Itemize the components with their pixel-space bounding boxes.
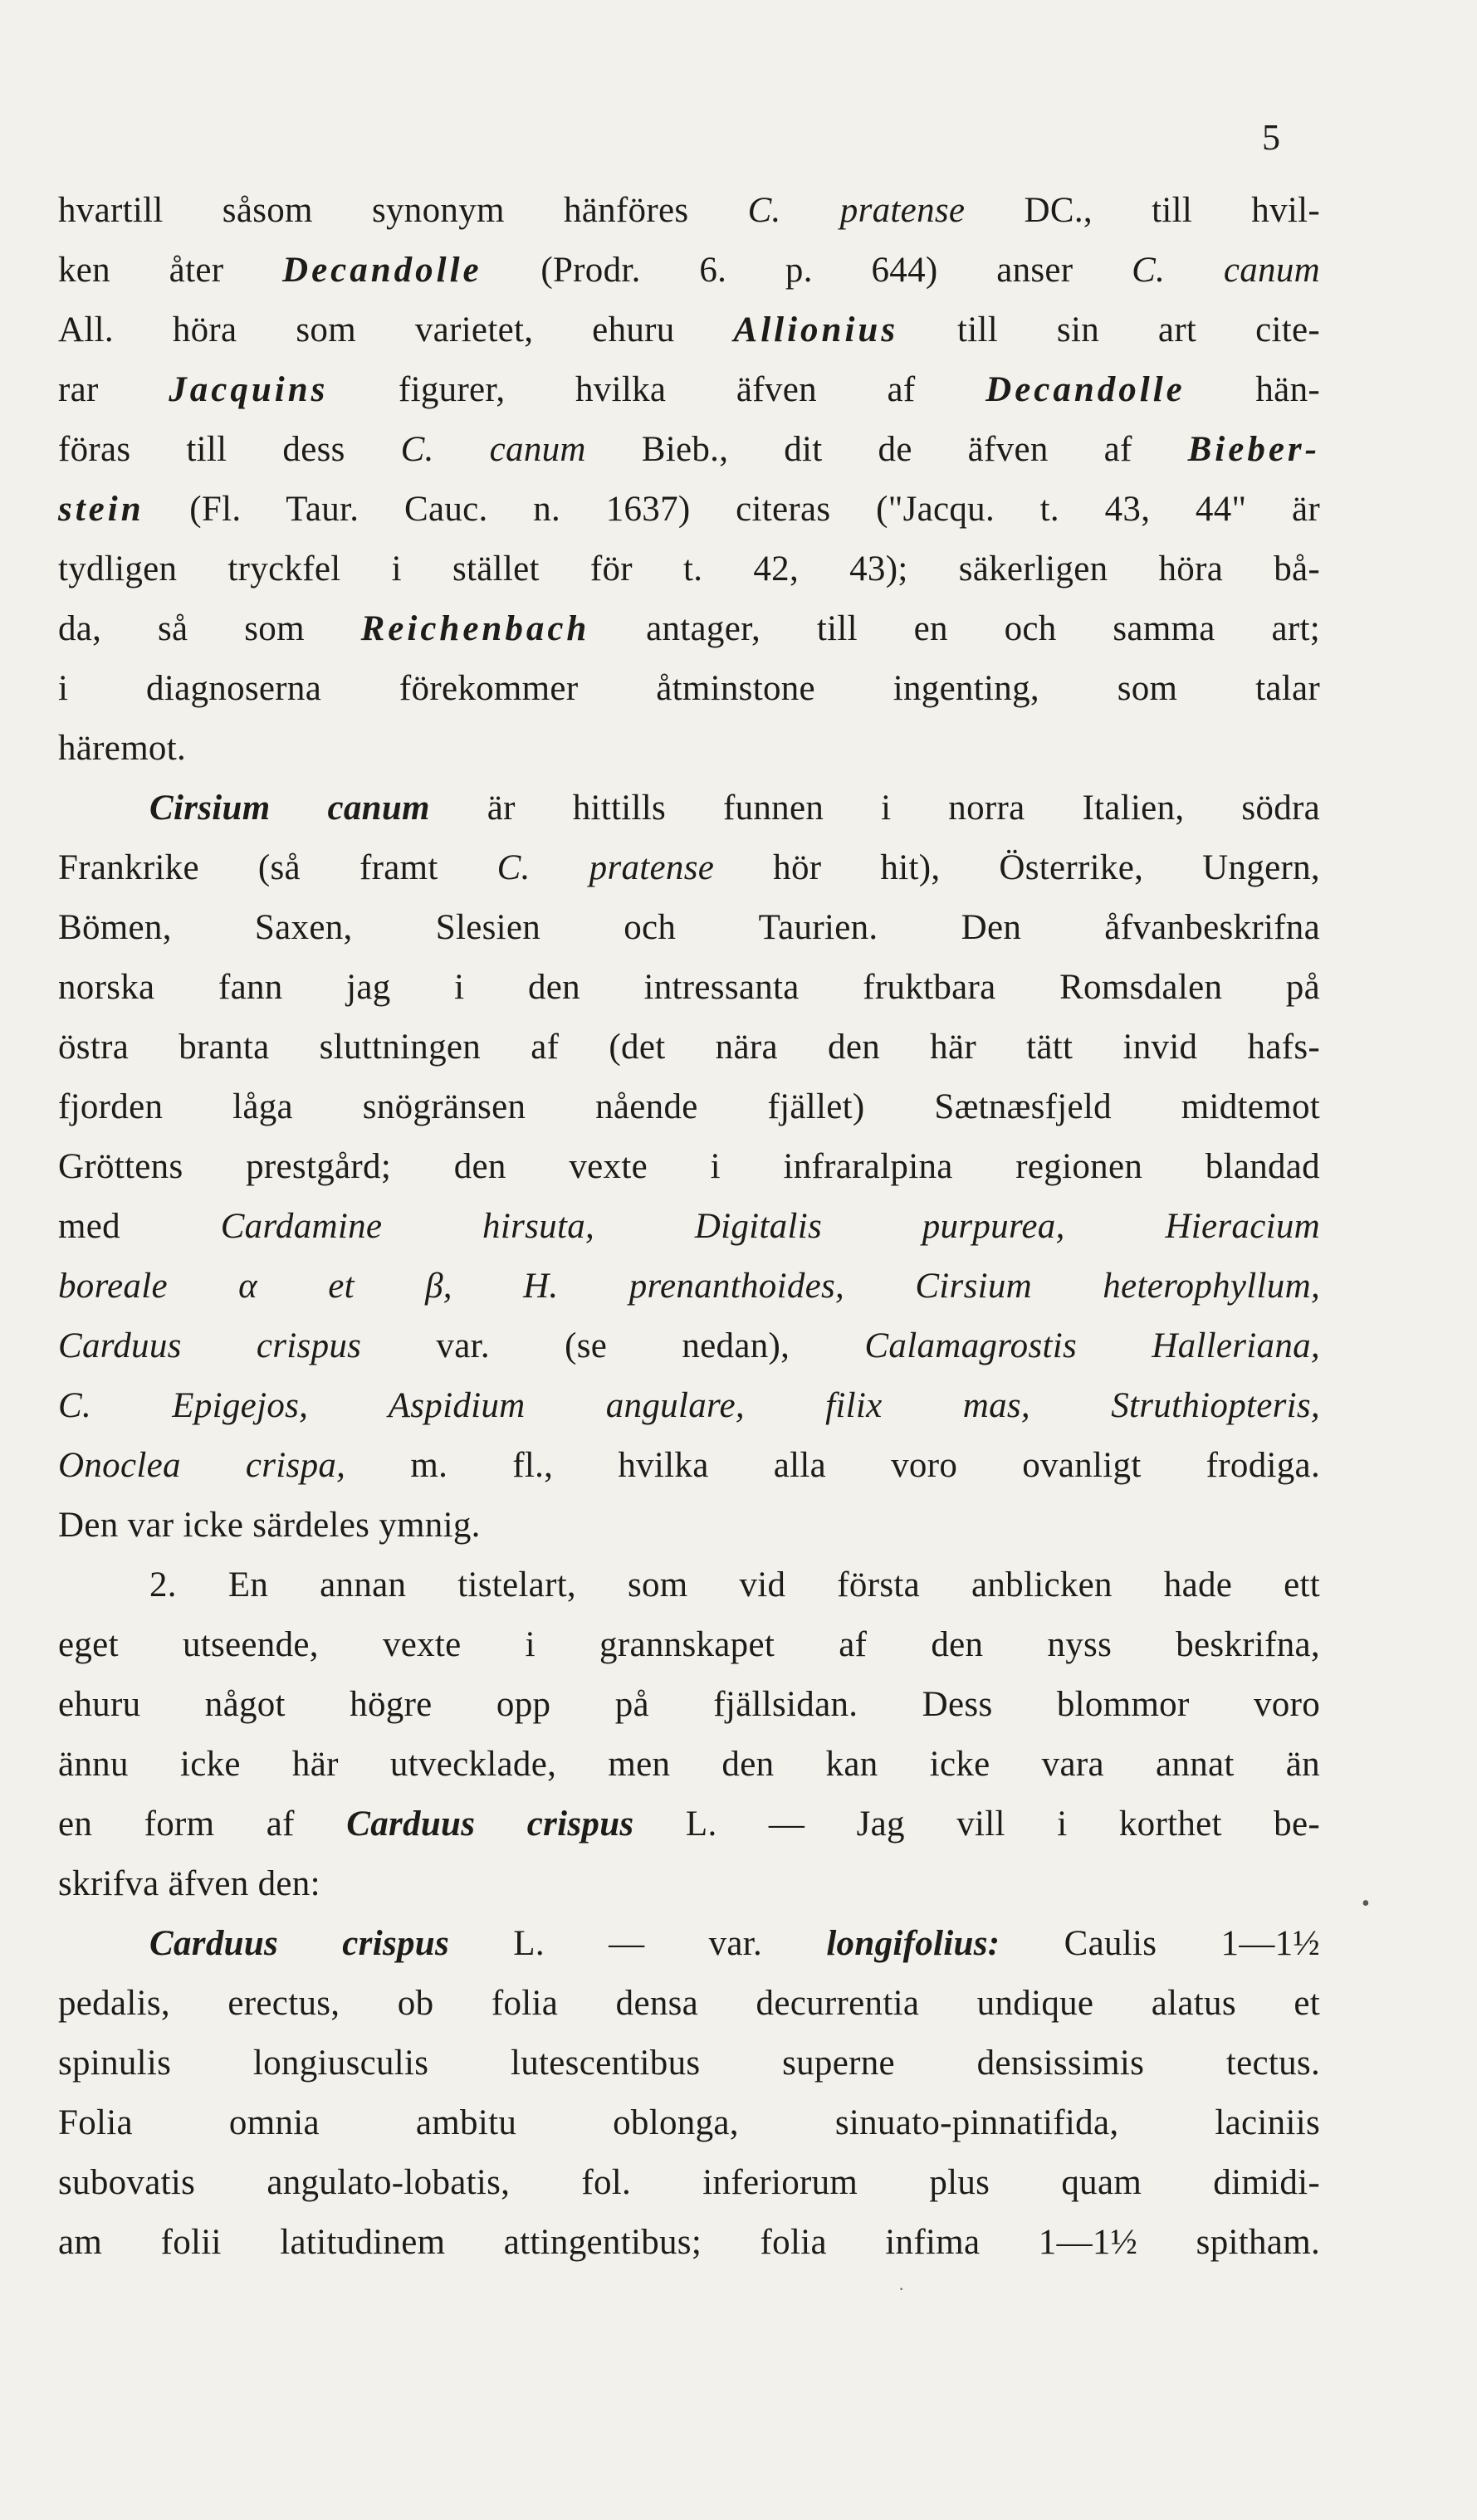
text-line (58, 1615, 1320, 1675)
emphasis-text: Reichenbach (360, 609, 590, 648)
text-run: subovatis angulato-lobatis, fol. inferiorum plus quam dimidi- (58, 2163, 1320, 2202)
text-line (58, 779, 1320, 838)
emphasis-text: Cirsium canum (149, 789, 430, 828)
text-run: m. fl., hvilka alla voro ovanligt frodiga. (345, 1446, 1320, 1485)
body-text (58, 181, 1320, 2273)
text-run: Den var icke särdeles ymnig. (58, 1506, 481, 1545)
text-run: Gröttens prestgård; den vexte i infraralpina regionen blandad (58, 1147, 1320, 1186)
text-run: tydligen tryckfel i stället för t. 42, 43); säkerligen höra bå- (58, 549, 1320, 588)
text-line (58, 719, 1320, 779)
text-run: hän- (1185, 370, 1320, 409)
text-line (58, 1974, 1320, 2034)
emphasis-text: Decandolle (985, 370, 1186, 409)
text-line (58, 1795, 1320, 1854)
text-line (58, 1137, 1320, 1197)
text-line (58, 1675, 1320, 1735)
text-line (58, 2213, 1320, 2273)
emphasis-text: C. canum (1132, 251, 1320, 290)
emphasis-text: C. Epigejos, Aspidium angulare, filix mas, Struthiopteris, (58, 1386, 1320, 1425)
text-line (58, 2034, 1320, 2093)
text-run: Caulis 1—1½ (1000, 1924, 1320, 1963)
text-line (58, 360, 1320, 420)
emphasis-text: Cardamine hirsuta, Digitalis purpurea, Hieracium (220, 1207, 1320, 1246)
text-line (58, 1854, 1320, 1914)
text-run: var. (se nedan), (361, 1326, 865, 1365)
text-run: är hittills funnen i norra Italien, södra (429, 789, 1320, 828)
text-run: ehuru något högre opp på fjällsidan. Dess blommor voro (58, 1685, 1320, 1724)
emphasis-text: boreale α et β, H. prenanthoides, Cirsium heterophyllum, (58, 1267, 1320, 1306)
text-line (58, 1257, 1320, 1316)
text-run: (Prodr. 6. p. 644) anser (482, 251, 1132, 290)
text-line (58, 420, 1320, 480)
page-number: 5 (1262, 117, 1281, 158)
emphasis-text: Allionius (733, 310, 899, 349)
emphasis-text: Jacquins (169, 370, 329, 409)
text-run: (Fl. Taur. Cauc. n. 1637) citeras ("Jacqu. t. 43, 44" är (144, 490, 1320, 529)
text-run: med (58, 1207, 221, 1246)
text-run: Frankrike (så framt (58, 848, 497, 887)
text-line (58, 838, 1320, 898)
text-line (58, 1555, 1320, 1615)
text-run: till sin art cite- (898, 310, 1321, 349)
text-line (58, 958, 1320, 1018)
emphasis-text: C. pratense (496, 848, 715, 887)
emphasis-text: C. canum (400, 430, 586, 469)
text-run: hör hit), Österrike, Ungern, (714, 848, 1320, 887)
text-line (58, 1376, 1320, 1436)
text-line (58, 599, 1320, 659)
text-run: östra branta sluttningen af (det nära den här tätt invid hafs- (58, 1028, 1320, 1067)
emphasis-text: longifolius: (826, 1924, 1000, 1963)
text-run: eget utseende, vexte i grannskapet af den nyss beskrifna, (58, 1625, 1320, 1664)
text-run: Bömen, Saxen, Slesien och Taurien. Den åfvanbeskrifna (58, 908, 1320, 947)
emphasis-text: Carduus crispus (58, 1326, 362, 1365)
text-line (58, 1496, 1320, 1555)
text-run: föras till dess (58, 430, 401, 469)
text-run: häremot. (58, 729, 187, 768)
text-run: pedalis, erectus, ob folia densa decurrentia undique alatus et (58, 1984, 1320, 2023)
text-run: ken åter (58, 251, 283, 290)
ink-speck: · (898, 2278, 905, 2299)
text-run: norska fann jag i den intressanta fruktbara Romsdalen på (58, 968, 1320, 1007)
book-page (58, 0, 1320, 2520)
text-run: L. — var. (449, 1924, 827, 1963)
text-run: L. — Jag vill i korthet be- (633, 1805, 1320, 1844)
text-run: Bieb., dit de äfven af (585, 430, 1188, 469)
text-run: i diagnoserna förekommer åtminstone ingenting, som talar (58, 669, 1320, 708)
text-line (58, 1436, 1320, 1496)
text-line (58, 898, 1320, 958)
text-run: spinulis longiusculis lutescentibus superne densissimis tectus. (58, 2044, 1320, 2083)
text-line (58, 2093, 1320, 2153)
emphasis-text: Calamagrostis Halleriana, (864, 1326, 1320, 1365)
text-run: hvartill såsom synonym hänföres (58, 191, 748, 230)
text-line (58, 540, 1320, 599)
emphasis-text: Carduus crispus (346, 1805, 634, 1844)
text-run: fjorden låga snögränsen nående fjället) Sætnæsfjeld midtemot (58, 1087, 1320, 1126)
emphasis-text: C. pratense (747, 191, 966, 230)
text-run: rar (58, 370, 169, 409)
text-run: 2. En annan tistelart, som vid första anblicken hade ett (149, 1565, 1320, 1604)
text-line (58, 181, 1320, 241)
text-line (58, 480, 1320, 540)
text-line (58, 241, 1320, 300)
text-run: All. höra som varietet, ehuru (58, 310, 734, 349)
text-line (58, 1735, 1320, 1795)
margin-dot: • (1362, 1891, 1370, 1917)
text-run: figurer, hvilka äfven af (328, 370, 986, 409)
text-line (58, 659, 1320, 719)
text-line (58, 1077, 1320, 1137)
emphasis-text: stein (58, 490, 144, 529)
emphasis-text: Decandolle (282, 251, 482, 290)
text-run: skrifva äfven den: (58, 1864, 320, 1903)
text-run: en form af (58, 1805, 347, 1844)
text-run: antager, till en och samma art; (589, 609, 1320, 648)
emphasis-text: Carduus crispus (149, 1924, 450, 1963)
text-run: Folia omnia ambitu oblonga, sinuato-pinnatifida, laciniis (58, 2103, 1320, 2142)
emphasis-text: Bieber- (1187, 430, 1320, 469)
text-run: ännu icke här utvecklade, men den kan icke vara annat än (58, 1745, 1320, 1784)
text-line (58, 2153, 1320, 2213)
text-line (58, 1316, 1320, 1376)
text-line (58, 1914, 1320, 1974)
text-run: DC., till hvil- (965, 191, 1320, 230)
emphasis-text: Onoclea crispa, (58, 1446, 346, 1485)
text-line (58, 1197, 1320, 1257)
text-line (58, 1018, 1320, 1077)
text-run: am folii latitudinem attingentibus; folia infima 1—1½ spitham. (58, 2223, 1320, 2262)
text-line (58, 300, 1320, 360)
text-run: da, så som (58, 609, 361, 648)
